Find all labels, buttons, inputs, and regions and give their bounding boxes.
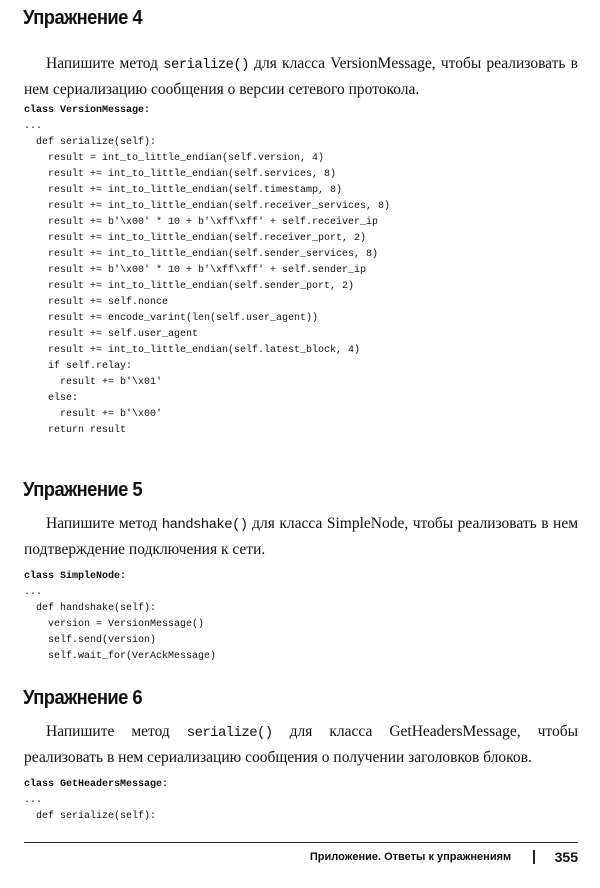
code-line: result += b'\x01' bbox=[60, 377, 163, 388]
exercise-4-heading: Упражнение 4 bbox=[23, 7, 143, 29]
exercise-6-code: class GetHeadersMessage: ... def serialize(self): bbox=[24, 779, 169, 822]
code-line: def serialize(self): bbox=[24, 811, 157, 822]
footer-divider bbox=[533, 850, 535, 864]
code-line: result += int_to_little_endian(self.sender_services, 8) bbox=[48, 249, 379, 260]
code-line: result += int_to_little_endian(self.timestamp, 8) bbox=[48, 185, 343, 196]
code-line: result += int_to_little_endian(self.receiver_port, 2) bbox=[48, 233, 367, 244]
code-line: result = int_to_little_endian(self.version, 4) bbox=[48, 153, 325, 164]
page-footer bbox=[310, 849, 578, 865]
footer-chapter: Приложение. Ответы к упражнениям bbox=[309, 851, 512, 863]
code-line: result += b'\x00' bbox=[60, 409, 163, 420]
code-line: return result bbox=[24, 425, 127, 436]
code-line: result += encode_varint(len(self.user_agent)) bbox=[48, 313, 319, 324]
exercise-5-heading: Упражнение 5 bbox=[23, 479, 143, 501]
code-line: result += int_to_little_endian(self.sender_port, 2) bbox=[48, 281, 355, 292]
code-line: result += int_to_little_endian(self.services, 8) bbox=[48, 169, 337, 180]
exercise-6-heading: Упражнение 6 bbox=[23, 687, 143, 709]
exercise-4-code: class VersionMessage: ... def serialize(self): result = int_to_little_endian(self.version, 4) result += int_to_little_endian(self.services, 8) result += int_to_little_endian(self.timestamp, 8) result += int_to_little_endian(self.receiver_services, 8) result += b'\x00' * 10 + b'\xff\xff' + self.receiver_ip result += int_to_little_endian(self.receiver_port, 2) result += int_to_little_endian(self.sender_services, 8) result += b'\x00' * 10 + b'\xff\xff' + self.sender_ip result += int_to_little_endian(self.sender_port, 2) result += self.nonce result += encode_varint(len(self.user_agent)) result += self.user_agent result += int_to_little_endian(self.latest_block, 4) if self.relay: result += b'\x01' else: result += b'\x00' return result bbox=[24, 105, 391, 436]
code-line: result += int_to_little_endian(self.latest_block, 4) bbox=[48, 345, 361, 356]
code-line: ... bbox=[24, 795, 43, 806]
code-line: self.wait_for(VerAckMessage) bbox=[24, 651, 217, 662]
code-line: result += self.nonce bbox=[48, 297, 169, 308]
code-line: ... bbox=[24, 121, 43, 132]
code-line: self.send(version) bbox=[48, 635, 157, 646]
exercise-5-text: Напишите метод handshake() для класса SimpleNode, чтобы реализовать в нем подтверждение подключения к сети. bbox=[24, 515, 579, 558]
code-line: result += b'\x00' * 10 + b'\xff\xff' + self.sender_ip bbox=[48, 265, 367, 276]
page-number: 355 bbox=[554, 849, 578, 865]
exercise-4-text: Напишите метод serialize() для класса VersionMessage, чтобы реализовать в нем сериализацию сообщения о версии сетевого протокола. bbox=[24, 55, 578, 98]
code-line: def handshake(self): bbox=[36, 603, 157, 614]
code-line: result += self.user_agent bbox=[48, 329, 199, 340]
code-line: if self.relay: bbox=[48, 361, 133, 372]
footer-rule bbox=[24, 842, 578, 843]
code-line: def serialize(self): bbox=[36, 137, 157, 148]
code-line: ... bbox=[24, 587, 43, 598]
exercise-5-code: class SimpleNode: ... def handshake(self): version = VersionMessage() self.send(version) self.wait_for(VerAckMessage) bbox=[24, 571, 217, 662]
code-line: result += b'\x00' * 10 + b'\xff\xff' + self.receiver_ip bbox=[48, 217, 379, 228]
code-line: version = VersionMessage() bbox=[48, 619, 205, 630]
exercise-6-text: Напишите метод serialize() для класса GetHeadersMessage, чтобы реализовать в нем сериализацию сообщения о получении заголовков блоков. bbox=[24, 723, 578, 766]
code-line: result += int_to_little_endian(self.receiver_services, 8) bbox=[48, 201, 391, 212]
code-line: else: bbox=[48, 393, 79, 404]
